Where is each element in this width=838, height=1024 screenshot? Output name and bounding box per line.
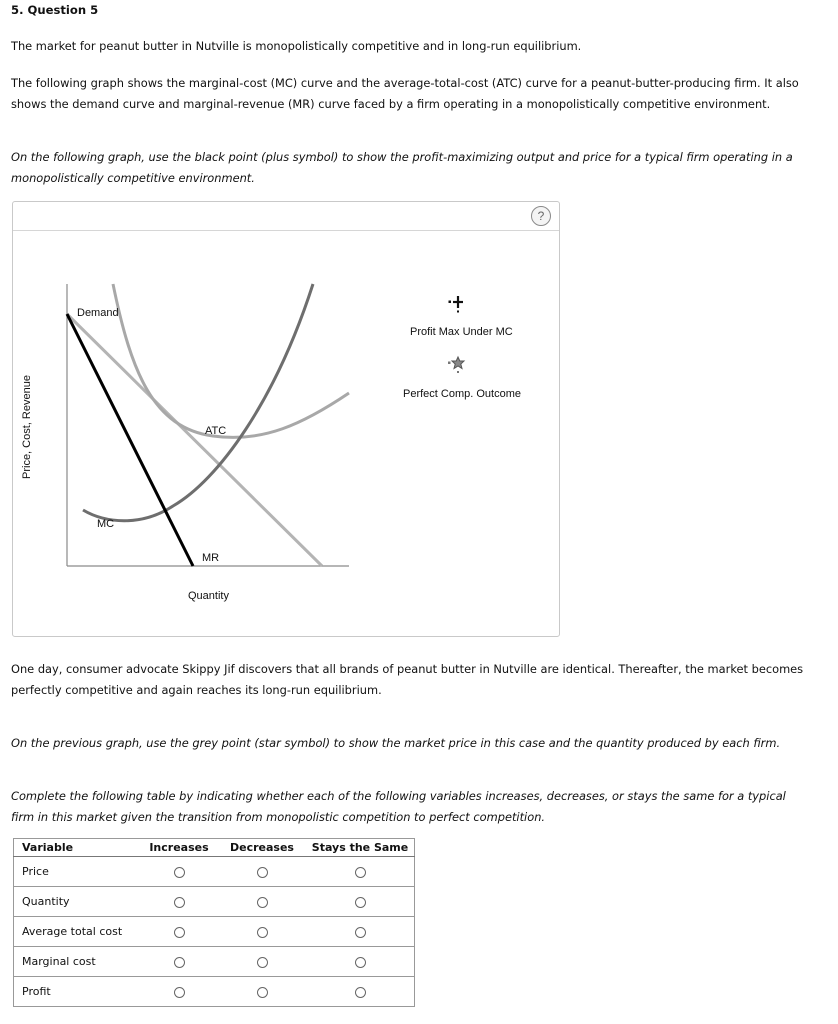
- instruction-table: Complete the following table by indicating whether each of the following variables increases, decreases, or stays the same for a typical firm in this market given the transition from monopolistic competition to perfect competition.: [11, 789, 786, 824]
- table-row: [14, 947, 415, 977]
- star-icon: [448, 357, 464, 373]
- row-label: Quantity: [14, 887, 141, 917]
- atc-label: ATC: [205, 425, 227, 437]
- quantity-same-radio[interactable]: [355, 897, 366, 908]
- mc-increases-radio[interactable]: [174, 957, 185, 968]
- atc-curve: [113, 284, 349, 437]
- help-icon[interactable]: ?: [531, 206, 551, 226]
- table-header-row: [14, 839, 415, 857]
- question-title: 5. Question 5: [11, 3, 99, 17]
- table-row: [14, 887, 415, 917]
- table-row: [14, 977, 415, 1007]
- graph-description: The following graph shows the marginal-cost (MC) curve and the average-total-cost (ATC) curve for a peanut-butter-producing firm. It also shows the demand curve and marginal-revenue (MR) curve faced by a firm operating in a monopolistically competitive environment.: [11, 76, 799, 111]
- profit-same-radio[interactable]: [355, 987, 366, 998]
- table-row: [14, 917, 415, 947]
- mr-label: MR: [202, 552, 220, 564]
- graph-panel: [12, 201, 560, 637]
- story-text: One day, consumer advocate Skippy Jif discovers that all brands of peanut butter in Nutville are identical. Thereafter, the market becomes perfectly competitive and again reaches its long-run equilibrium.: [11, 662, 804, 697]
- star-point-tool[interactable]: [448, 357, 464, 373]
- atc-decreases-radio[interactable]: [257, 927, 268, 938]
- answer-table: [13, 838, 415, 1007]
- instruction-star: On the previous graph, use the grey point (star symbol) to show the market price in this case and the quantity produced by each firm.: [11, 736, 781, 750]
- plus-point-tool[interactable]: [449, 296, 464, 313]
- row-label: Marginal cost: [14, 947, 141, 977]
- atc-increases-radio[interactable]: [174, 927, 185, 938]
- plus-icon: [449, 296, 464, 313]
- graph-canvas[interactable]: [13, 202, 559, 636]
- quantity-decreases-radio[interactable]: [257, 897, 268, 908]
- table-row: [14, 857, 415, 887]
- mc-label: MC: [97, 518, 115, 530]
- mc-same-radio[interactable]: [355, 957, 366, 968]
- plus-point-label: Profit Max Under MC: [410, 326, 513, 338]
- demand-label: Demand: [77, 307, 119, 319]
- y-axis-label: Price, Cost, Revenue: [21, 375, 33, 479]
- star-point-label: Perfect Comp. Outcome: [403, 388, 521, 400]
- row-label: Profit: [14, 977, 141, 1007]
- mc-decreases-radio[interactable]: [257, 957, 268, 968]
- header-variable: Variable: [14, 839, 141, 857]
- profit-decreases-radio[interactable]: [257, 987, 268, 998]
- price-decreases-radio[interactable]: [257, 867, 268, 878]
- row-label: Average total cost: [14, 917, 141, 947]
- intro-text: The market for peanut butter in Nutville is monopolistically competitive and in long-run equilibrium.: [11, 39, 582, 53]
- atc-same-radio[interactable]: [355, 927, 366, 938]
- price-increases-radio[interactable]: [174, 867, 185, 878]
- row-label: Price: [14, 857, 141, 887]
- price-same-radio[interactable]: [355, 867, 366, 878]
- mc-curve: [83, 284, 313, 521]
- header-increases: Increases: [140, 839, 218, 857]
- header-stays-same: Stays the Same: [306, 839, 415, 857]
- profit-increases-radio[interactable]: [174, 987, 185, 998]
- quantity-increases-radio[interactable]: [174, 897, 185, 908]
- instruction-plus: On the following graph, use the black point (plus symbol) to show the profit-maximizing output and price for a typical firm operating in a monopolistically competitive environment.: [11, 150, 793, 185]
- x-axis-label: Quantity: [188, 590, 229, 602]
- header-decreases: Decreases: [218, 839, 306, 857]
